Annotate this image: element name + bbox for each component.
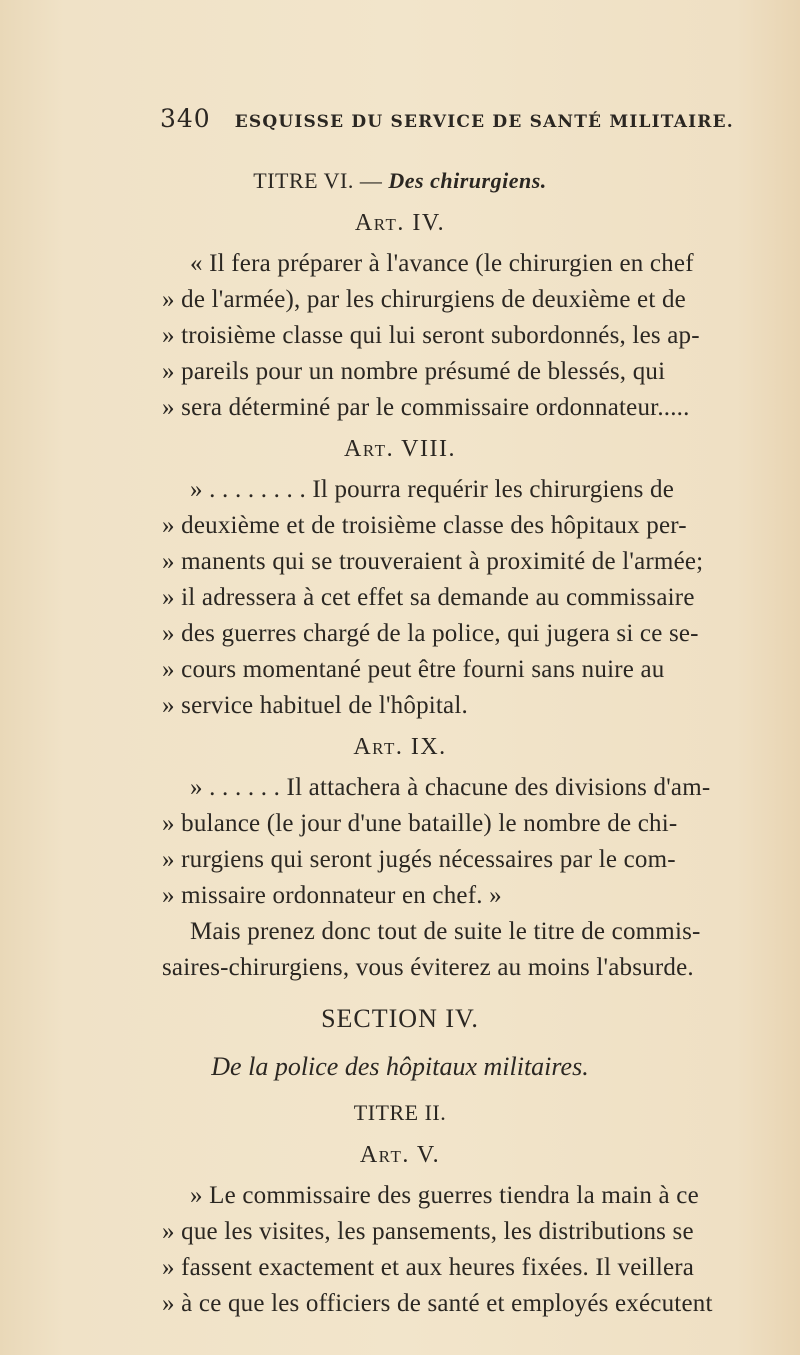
- page-number: 340: [160, 104, 211, 133]
- art-v-line: » Le commissaire des guerres tiendra la main à ce: [190, 1182, 699, 1209]
- art-viii-line: » manents qui se trouveraient à proximité de l'armée;: [162, 548, 704, 575]
- art-v-line: » à ce que les officiers de santé et employés exécutent: [162, 1290, 713, 1317]
- art-viii-line: » il adressera à cet effet sa demande au commissaire: [162, 584, 695, 611]
- titre-ii-heading: TITRE II.: [353, 1100, 447, 1125]
- art-viii-line: » deuxième et de troisième classe des hôpitaux per-: [162, 512, 687, 539]
- art-viii-line: » . . . . . . . . Il pourra requérir les chirurgiens de: [190, 476, 675, 503]
- article-ix-heading: Art. IX.: [353, 734, 447, 760]
- commentary-line: Mais prenez donc tout de suite le titre de commis-: [190, 918, 701, 945]
- section-iv-heading: SECTION IV.: [321, 1004, 479, 1033]
- art-iv-line: » troisième classe qui lui seront subordonnés, les ap-: [162, 322, 700, 349]
- titre-vi-italic: Des chirurgiens.: [388, 168, 547, 193]
- art-viii-line: » service habituel de l'hôpital.: [162, 692, 468, 719]
- art-iv-line: « Il fera préparer à l'avance (le chirurgien en chef: [190, 250, 694, 277]
- titre-vi-prefix: TITRE VI. —: [253, 168, 389, 193]
- art-ix-line: » missaire ordonnateur en chef. »: [162, 882, 502, 909]
- art-iv-line: » de l'armée), par les chirurgiens de deuxième et de: [162, 286, 686, 313]
- art-ix-line: » bulance (le jour d'une bataille) le nombre de chi-: [162, 810, 678, 837]
- page-header: [160, 104, 760, 144]
- running-head: ESQUISSE DU SERVICE DE SANTÉ MILITAIRE.: [234, 112, 734, 132]
- commentary-line: saires-chirurgiens, vous éviterez au moins l'absurde.: [162, 954, 694, 981]
- art-ix-line: » . . . . . . Il attachera à chacune des divisions d'am-: [190, 774, 711, 801]
- art-iv-line: » pareils pour un nombre présumé de blessés, qui: [162, 358, 666, 385]
- art-ix-line: » rurgiens qui seront jugés nécessaires par le com-: [162, 846, 676, 873]
- art-v-line: » fassent exactement et aux heures fixées. Il veillera: [162, 1254, 695, 1281]
- article-iv-heading: Art. IV.: [354, 210, 446, 236]
- art-viii-line: » cours momentané peut être fourni sans nuire au: [162, 656, 665, 683]
- section-iv-subtitle: De la police des hôpitaux militaires.: [211, 1052, 589, 1081]
- art-v-line: » que les visites, les pansements, les distributions se: [162, 1218, 694, 1245]
- titre-vi-heading: [0, 168, 800, 194]
- article-v-heading: Art. V.: [359, 1142, 441, 1168]
- art-viii-line: » des guerres chargé de la police, qui jugera si ce se-: [162, 620, 699, 647]
- art-iv-line: » sera déterminé par le commissaire ordonnateur.....: [162, 394, 690, 421]
- article-viii-heading: Art. VIII.: [344, 436, 456, 462]
